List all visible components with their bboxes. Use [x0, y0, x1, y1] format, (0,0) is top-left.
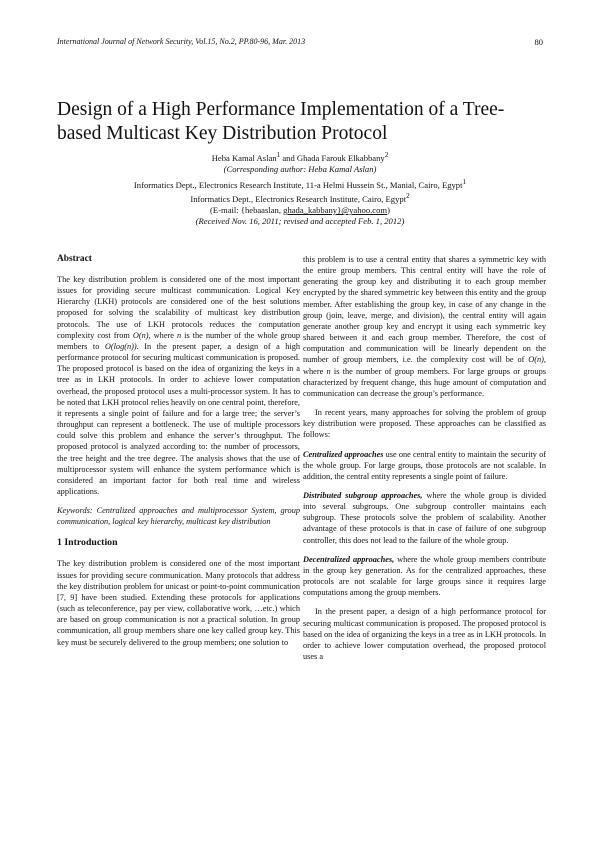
abstract-paragraph — [57, 274, 300, 497]
decentralized-label: Decentralized approaches, — [303, 554, 395, 564]
introduction-heading: 1 Introduction — [57, 537, 118, 549]
corresponding-author: (Corresponding author: Heba Kamal Aslan) — [223, 164, 377, 175]
abstract-text-2: where — [150, 330, 177, 340]
affiliation-2 — [57, 191, 543, 205]
email-link[interactable]: ghada_kabbany}@yahoo.com — [283, 205, 388, 216]
author-names — [57, 150, 543, 164]
abstract-text-3: is the number of the whole group members to — [57, 330, 301, 351]
abstract-text-4: . In the present paper, a design of a high performance protocol for securing multicast communication is proposed. The proposed protocol is based on the idea of organizing the keys in a tree as in LKH protocols. In order to achieve lower computation overhead, the proposed protocol uses a multi-processor system. It has to be noted that LKH protocol relies heavily on one central point, therefore, it represents a single point of failure and for a large tree; the server’s throughput can represent a bottleneck. The use of multiple processors could solve this problem and enhance the server’s throughput. The proposed protocol is analyzed according to: the number of processors, the tree height and the tree degree. The analysis shows that the use of multiprocessor system will enhance the system performance which is considered an important factor for both real time and wireless applications. — [57, 341, 301, 496]
decentralized-text: where the whole group members contribute in the group key generation. As for the centralized approaches, these protocols are not scalable for large groups since it requires large computations among the group members. — [303, 554, 546, 598]
author-2: and Ghada Farouk Elkabbany — [280, 152, 385, 163]
page-number: 80 — [534, 37, 543, 47]
intro-paragraph-6: In the present paper, a design of a high performance protocol for securing multicast communication is proposed. The proposed protocol is based on the idea of organizing the keys in a tree as in LKH protocols. In order to achieve lower computation overhead, the proposed protocol uses a — [303, 607, 546, 661]
intro-cont-text-3: is the number of group members. For large groups or groups characterized by frequent change, this huge amount of computation and communication can decrease the group’s performance. — [303, 366, 546, 398]
author-1-mark: 1 — [276, 151, 281, 159]
author-1: Heba Kamal Aslan — [211, 152, 277, 163]
journal-citation: International Journal of Network Security, Vol.15, No.2, PP.80-96, Mar. 2013 — [57, 37, 306, 46]
received-dates: (Received Nov. 16, 2011; revised and accepted Feb. 1, 2012) — [195, 216, 405, 227]
affiliation-1 — [57, 177, 543, 191]
distributed-paragraph — [303, 490, 546, 546]
intro-cont-math-on: O(n), — [528, 355, 546, 365]
distributed-label: Distributed subgroup approaches, — [303, 490, 423, 500]
email-suffix: ) — [387, 205, 390, 216]
affiliation-2-text: Informatics Dept., Electronics Research Institute, Cairo, Egypt — [190, 193, 407, 204]
right-column — [303, 254, 546, 670]
abstract-math-olog: O(log(n)) — [104, 341, 137, 351]
intro-paragraph-1: The key distribution problem is considered one of the most important issues for providing secure communication. Many protocols that address the key distribution problem for unicast or point-to-point communication [7, 9] have been studied. Extending these protocols for applications (such as teleconference, pay per view, collaborative work, …etc.) which are based on group communication is not a practical solution. In group communication, all group members share one key called group key. This key must be securely delivered to the group members; one solution to — [57, 559, 300, 647]
intro-cont-text-2: where — [303, 366, 327, 376]
keywords: Keywords: Centralized approaches and multiprocessor System, group communication, logical key hierarchy, multicast key distribution — [57, 506, 300, 527]
left-column — [57, 254, 300, 656]
affiliation-block — [57, 177, 543, 228]
intro-paragraph-1-continued — [303, 254, 546, 399]
intro-cont-text-1: this problem is to use a central entity that shares a symmetric key with the entire group members. This central entity will have the role of generating the group key and distributing it to each group member encrypted by the shared symmetric key between this entity and the group member. After establishing the group key, in case of any change in the group (join, leave, merge, and division), the central entity will again generate another group key and encrypt it using each symmetric key shared between it and each group member. Therefore, the cost of computation and communication will be linearly dependent on the number of group members, i.e. the complexity cost will be of — [303, 255, 546, 365]
centralized-paragraph — [303, 449, 546, 482]
abstract-math-n: n — [176, 330, 182, 340]
email-line — [57, 205, 543, 216]
author-2-mark: 2 — [384, 151, 389, 159]
decentralized-paragraph — [303, 554, 546, 599]
affiliation-1-mark: 1 — [462, 178, 467, 186]
author-block — [57, 150, 543, 175]
centralized-label: Centralized approaches — [303, 449, 384, 459]
distributed-text: where the whole group is divided into several subgroups. One subgroup controller maintains each subgroup. These protocols solve the problem of scalability. Another advantage of these protocols is that in case of failure of one subgroup controller, this does not lead to the failure of the whole group. — [303, 490, 546, 545]
intro-paragraph-2: In recent years, many approaches for solving the problem of group key distribution were proposed. These approaches can be classified as follows: — [303, 408, 546, 440]
affiliation-1-text: Informatics Dept., Electronics Research Institute, 11-a Helmi Hussein St., Manial, Cairo, Egypt — [133, 179, 463, 190]
abstract-text-1: The key distribution problem is considered one of the most important issues for providing secure multicast communication. Logical Key Hierarchy (LKH) protocols are considered one of the best solutions proposed for solving the scalability of multicast key distribution protocols. The use of LKH protocols reduces the computation complexity cost from — [57, 275, 300, 340]
centralized-text: use one central entity to maintain the security of the whole group. For large groups, those protocols are not scalable. In addition, the central entity represents a single point of failure. — [303, 449, 547, 481]
affiliation-2-mark: 2 — [406, 192, 410, 201]
intro-cont-math-n: n — [326, 366, 331, 376]
running-header — [57, 37, 543, 46]
paper-title: Design of a High Performance Implementation of a Tree-based Multicast Key Distribution Protocol — [57, 99, 505, 144]
abstract-math-on: O(n), — [132, 330, 151, 340]
abstract-heading: Abstract — [57, 254, 92, 264]
email-prefix: (E-mail: {hebaaslan, — [210, 205, 284, 216]
